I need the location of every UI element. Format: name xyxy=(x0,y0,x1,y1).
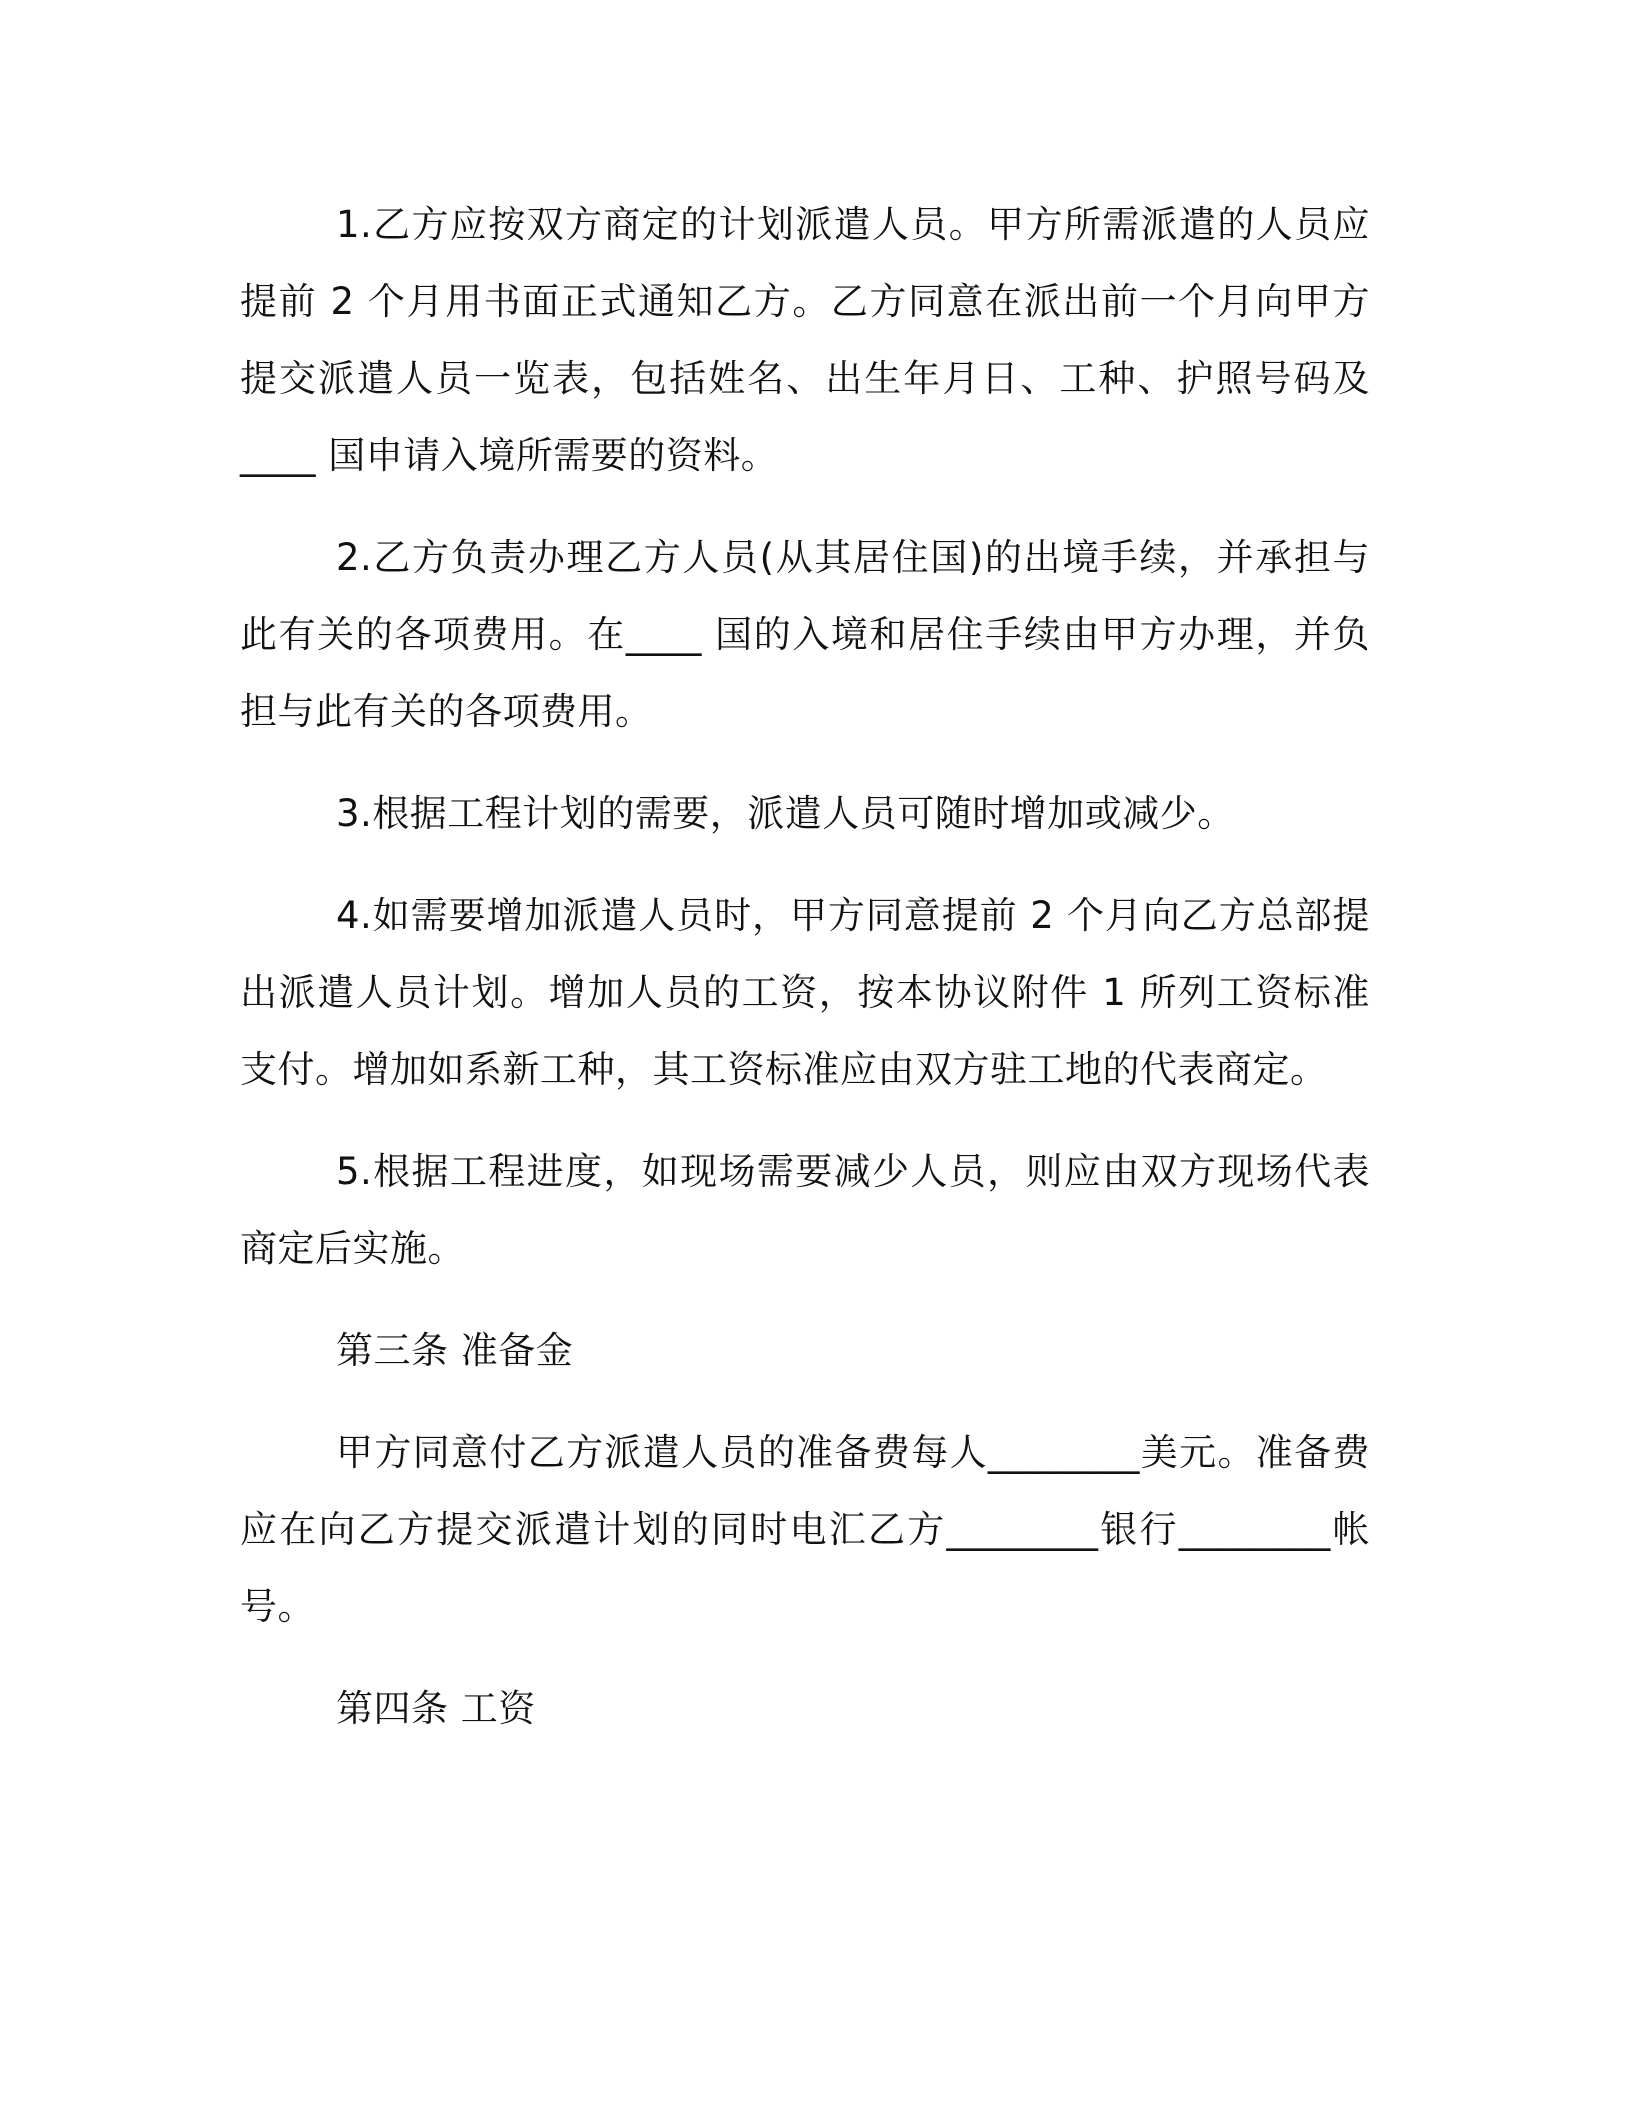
document-page xyxy=(240,186,1370,1772)
article-3-heading: 第三条 准备金 xyxy=(336,1329,574,1372)
clause-3: 3.根据工程计划的需要，派遣人员可随时增加或减少。 xyxy=(336,792,1235,835)
article-3-body: 甲方同意付乙方派遣人员的准备费每人________美元。准备费应在向乙方提交派遣计划的同时电汇乙方________银行________帐号。 xyxy=(240,1431,1370,1628)
clause-4: 4.如需要增加派遣人员时，甲方同意提前 2 个月向乙方总部提出派遣人员计划。增加人员的工资，按本协议附件 1 所列工资标准支付。增加如系新工种，其工资标准应由双方驻工地的代表商定。 xyxy=(240,894,1370,1091)
clause-5: 5.根据工程进度，如现场需要减少人员，则应由双方现场代表商定后实施。 xyxy=(240,1150,1370,1270)
clause-1: 1.乙方应按双方商定的计划派遣人员。甲方所需派遣的人员应提前 2 个月用书面正式通知乙方。乙方同意在派出前一个月向甲方提交派遣人员一览表，包括姓名、出生年月日、工种、护照号码及____ 国申请入境所需要的资料。 xyxy=(240,203,1370,477)
clause-2: 2.乙方负责办理乙方人员(从其居住国)的出境手续，并承担与此有关的各项费用。在____ 国的入境和居住手续由甲方办理，并负担与此有关的各项费用。 xyxy=(240,536,1370,733)
article-4-heading: 第四条 工资 xyxy=(336,1687,536,1730)
